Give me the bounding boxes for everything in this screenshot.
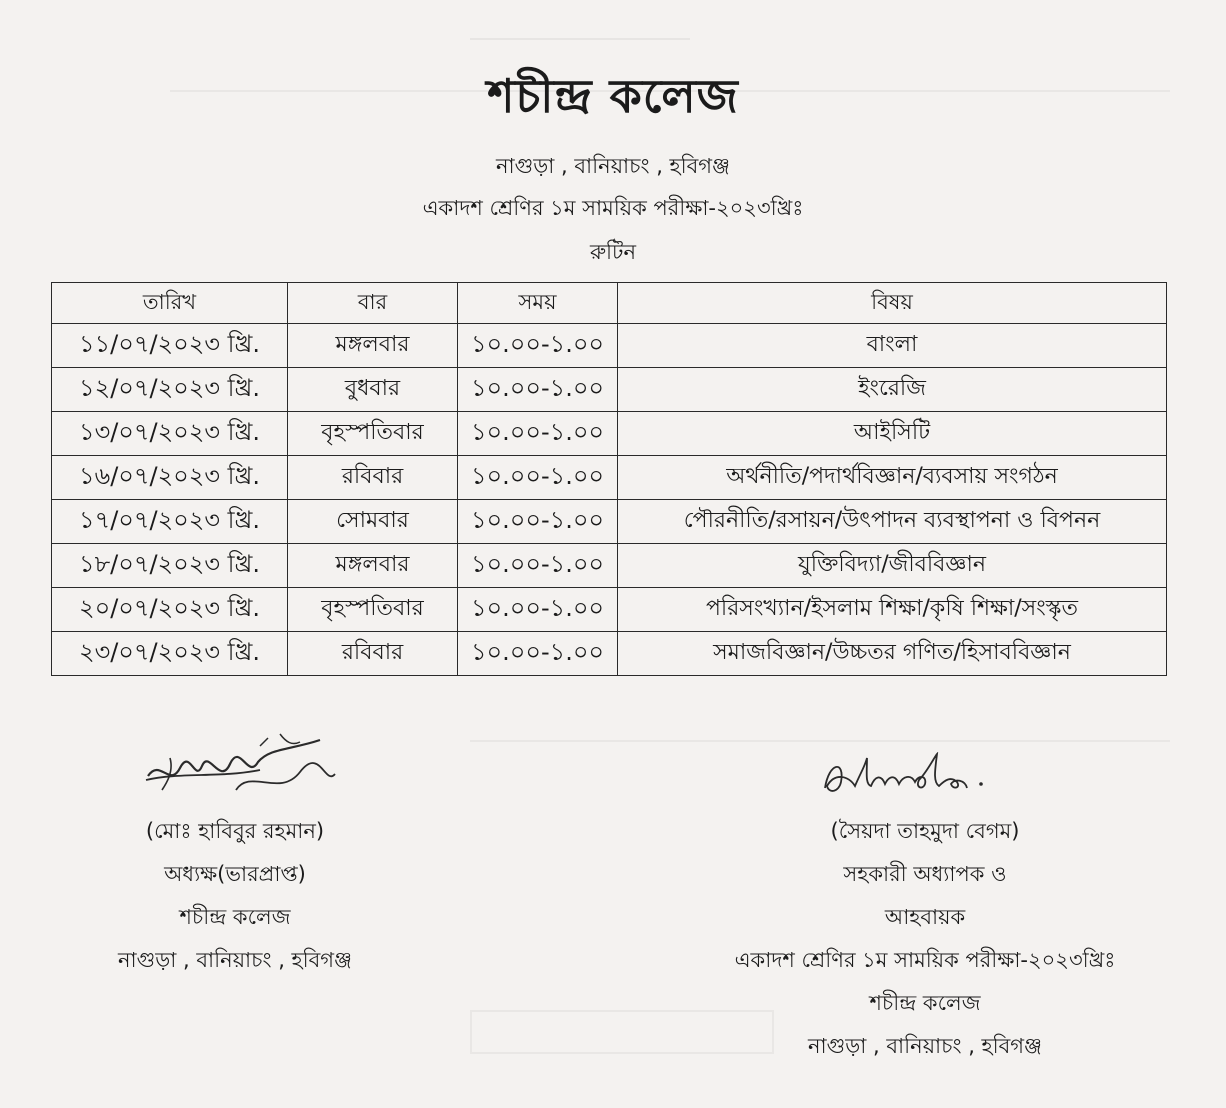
cell-time: ১০.০০-১.০০: [458, 412, 618, 456]
header-subject: বিষয়: [618, 283, 1167, 324]
cell-date: ১৮/০৭/২০২৩ খ্রি.: [52, 544, 288, 588]
bleed-through-mark: [470, 8, 690, 40]
cell-day: বুধবার: [288, 368, 458, 412]
cell-time: ১০.০০-১.০০: [458, 368, 618, 412]
routine-label: রুটিন: [589, 240, 637, 264]
cell-day: মঙ্গলবার: [288, 324, 458, 368]
table-row: [52, 412, 1167, 456]
exam-title: একাদশ শ্রেণির ১ম সাময়িক পরীক্ষা-২০২৩খ্রিঃ: [422, 196, 804, 220]
cell-subject: ইংরেজি: [618, 368, 1167, 412]
convener-signature-block: [680, 810, 1170, 1068]
college-address: নাগুড়া , বানিয়াচং , হবিগঞ্জ: [496, 154, 730, 178]
convener-address: নাগুড়া , বানিয়াচং , হবিগঞ্জ: [808, 1034, 1042, 1058]
convener-name: (সৈয়দা তাহমুদা বেগম): [830, 819, 1020, 843]
cell-day: মঙ্গলবার: [288, 544, 458, 588]
table-row: [52, 588, 1167, 632]
cell-subject: আইসিটি: [618, 412, 1167, 456]
table-row: [52, 456, 1167, 500]
cell-time: ১০.০০-১.০০: [458, 500, 618, 544]
cell-date: ১৬/০৭/২০২৩ খ্রি.: [52, 456, 288, 500]
header-date: তারিখ: [52, 283, 288, 324]
cell-day: রবিবার: [288, 632, 458, 676]
cell-date: ১১/০৭/২০২৩ খ্রি.: [52, 324, 288, 368]
cell-subject: বাংলা: [618, 324, 1167, 368]
cell-date: ১৩/০৭/২০২৩ খ্রি.: [52, 412, 288, 456]
convener-designation: সহকারী অধ্যাপক ও: [843, 862, 1007, 886]
principal-institution: শচীন্দ্র কলেজ: [179, 905, 291, 929]
header-day: বার: [288, 283, 458, 324]
cell-time: ১০.০০-১.০০: [458, 456, 618, 500]
cell-date: ২০/০৭/২০২৩ খ্রি.: [52, 588, 288, 632]
cell-time: ১০.০০-১.০০: [458, 324, 618, 368]
table-header-row: [52, 283, 1167, 324]
convener-exam-title: একাদশ শ্রেণির ১ম সাময়িক পরীক্ষা-২০২৩খ্রিঃ: [734, 948, 1116, 972]
cell-time: ১০.০০-১.০০: [458, 544, 618, 588]
cell-date: ১৭/০৭/২০২৩ খ্রি.: [52, 500, 288, 544]
principal-signature: [140, 728, 340, 808]
cell-day: বৃহস্পতিবার: [288, 412, 458, 456]
cell-day: বৃহস্পতিবার: [288, 588, 458, 632]
cell-subject: পরিসংখ্যান/ইসলাম শিক্ষা/কৃষি শিক্ষা/সংস্কৃত: [618, 588, 1167, 632]
table-row: [52, 368, 1167, 412]
cell-subject: অর্থনীতি/পদার্থবিজ্ঞান/ব্যবসায় সংগঠন: [618, 456, 1167, 500]
cell-day: সোমবার: [288, 500, 458, 544]
cell-time: ১০.০০-১.০০: [458, 632, 618, 676]
table-row: [52, 632, 1167, 676]
table-row: [52, 544, 1167, 588]
convener-signature: [815, 752, 995, 802]
table-row: [52, 500, 1167, 544]
table-row: [52, 324, 1167, 368]
bleed-through-mark: [470, 740, 1170, 742]
college-title: শচীন্দ্র কলেজ: [487, 69, 739, 123]
cell-subject: সমাজবিজ্ঞান/উচ্চতর গণিত/হিসাববিজ্ঞান: [618, 632, 1167, 676]
cell-day: রবিবার: [288, 456, 458, 500]
principal-address: নাগুড়া , বানিয়াচং , হবিগঞ্জ: [118, 948, 352, 972]
convener-role: আহবায়ক: [884, 905, 966, 929]
cell-date: ১২/০৭/২০২৩ খ্রি.: [52, 368, 288, 412]
principal-name: (মোঃ হাবিবুর রহমান): [145, 819, 325, 843]
routine-table: [51, 282, 1167, 676]
cell-subject: যুক্তিবিদ্যা/জীববিজ্ঞান: [618, 544, 1167, 588]
principal-signature-block: [60, 810, 410, 982]
principal-designation: অধ্যক্ষ(ভারপ্রাপ্ত): [164, 862, 306, 886]
convener-institution: শচীন্দ্র কলেজ: [869, 991, 981, 1015]
cell-time: ১০.০০-১.০০: [458, 588, 618, 632]
cell-subject: পৌরনীতি/রসায়ন/উৎপাদন ব্যবস্থাপনা ও বিপনন: [618, 500, 1167, 544]
cell-date: ২৩/০৭/২০২৩ খ্রি.: [52, 632, 288, 676]
header-time: সময়: [458, 283, 618, 324]
